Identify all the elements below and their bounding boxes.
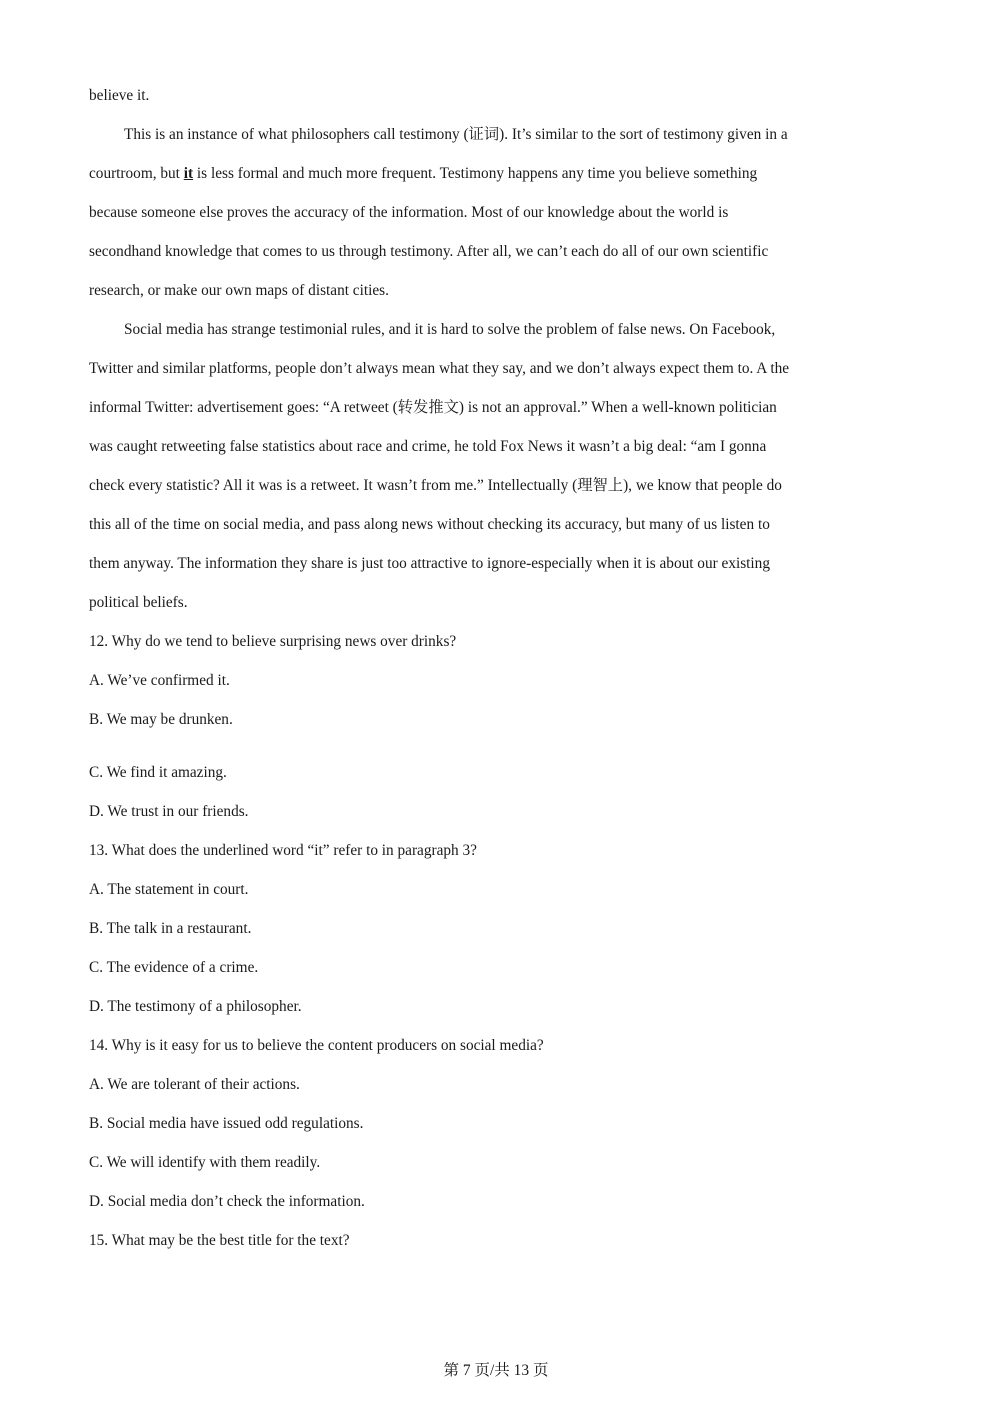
paragraph-3 <box>89 115 901 310</box>
question-14 <box>89 1026 901 1221</box>
answer-option: B. The talk in a restaurant. <box>89 920 252 937</box>
passage-line: This is an instance of what philosophers call testimony (证词). It’s similar to the sort of testimony given in a <box>124 126 788 143</box>
page-footer: 第 7 页/共 13 页 <box>443 1362 549 1379</box>
question-stem: 14. Why is it easy for us to believe the content producers on social media? <box>89 1037 544 1054</box>
question-13 <box>89 831 901 1026</box>
answer-option: A. The statement in court. <box>89 881 249 898</box>
spacer <box>89 739 901 753</box>
question-stem: 15. What may be the best title for the text? <box>89 1232 350 1249</box>
answer-option: A. We are tolerant of their actions. <box>89 1076 300 1093</box>
answer-option: C. The evidence of a crime. <box>89 959 259 976</box>
answer-option: D. We trust in our friends. <box>89 803 249 820</box>
passage-line: check every statistic? All it was is a retweet. It wasn’t from me.” Intellectually (理智上), we know that people do <box>89 477 782 494</box>
passage-line: believe it. <box>89 87 150 104</box>
answer-option: C. We find it amazing. <box>89 764 227 781</box>
question-15 <box>89 1221 901 1260</box>
passage-line: was caught retweeting false statistics about race and crime, he told Fox News it wasn’t a big deal: “am I gonna <box>89 438 767 455</box>
answer-option: D. The testimony of a philosopher. <box>89 998 302 1015</box>
passage-line: because someone else proves the accuracy of the information. Most of our knowledge about the world is <box>89 204 729 221</box>
passage-line: this all of the time on social media, and pass along news without checking its accuracy, but many of us listen to <box>89 516 770 533</box>
text-segment: courtroom, but <box>89 165 184 182</box>
answer-option: D. Social media don’t check the information. <box>89 1193 365 1210</box>
paragraph-4 <box>89 310 901 622</box>
text-segment: is less formal and much more frequent. Testimony happens any time you believe something <box>193 165 758 182</box>
document-page <box>89 76 901 1260</box>
question-12 <box>89 622 901 831</box>
passage-line <box>89 154 901 193</box>
passage-line: Twitter and similar platforms, people don’t always mean what they say, and we don’t always expect them to. A the <box>89 360 790 377</box>
answer-option: A. We’ve confirmed it. <box>89 672 230 689</box>
question-stem: 12. Why do we tend to believe surprising news over drinks? <box>89 633 457 650</box>
answer-option: B. Social media have issued odd regulations. <box>89 1115 364 1132</box>
question-stem: 13. What does the underlined word “it” refer to in paragraph 3? <box>89 842 477 859</box>
passage-line: secondhand knowledge that comes to us through testimony. After all, we can’t each do all of our own scientific <box>89 243 769 260</box>
passage-line: Social media has strange testimonial rules, and it is hard to solve the problem of false news. On Facebook, <box>124 321 776 338</box>
answer-option: C. We will identify with them readily. <box>89 1154 321 1171</box>
passage-line: research, or make our own maps of distant cities. <box>89 282 389 299</box>
answer-option: B. We may be drunken. <box>89 711 233 728</box>
passage-line: political beliefs. <box>89 594 188 611</box>
passage-line: informal Twitter: advertisement goes: “A retweet (转发推文) is not an approval.” When a well-known politician <box>89 399 777 416</box>
passage-line: them anyway. The information they share is just too attractive to ignore-especially when it is about our existing <box>89 555 770 572</box>
underlined-word: it <box>183 165 194 182</box>
